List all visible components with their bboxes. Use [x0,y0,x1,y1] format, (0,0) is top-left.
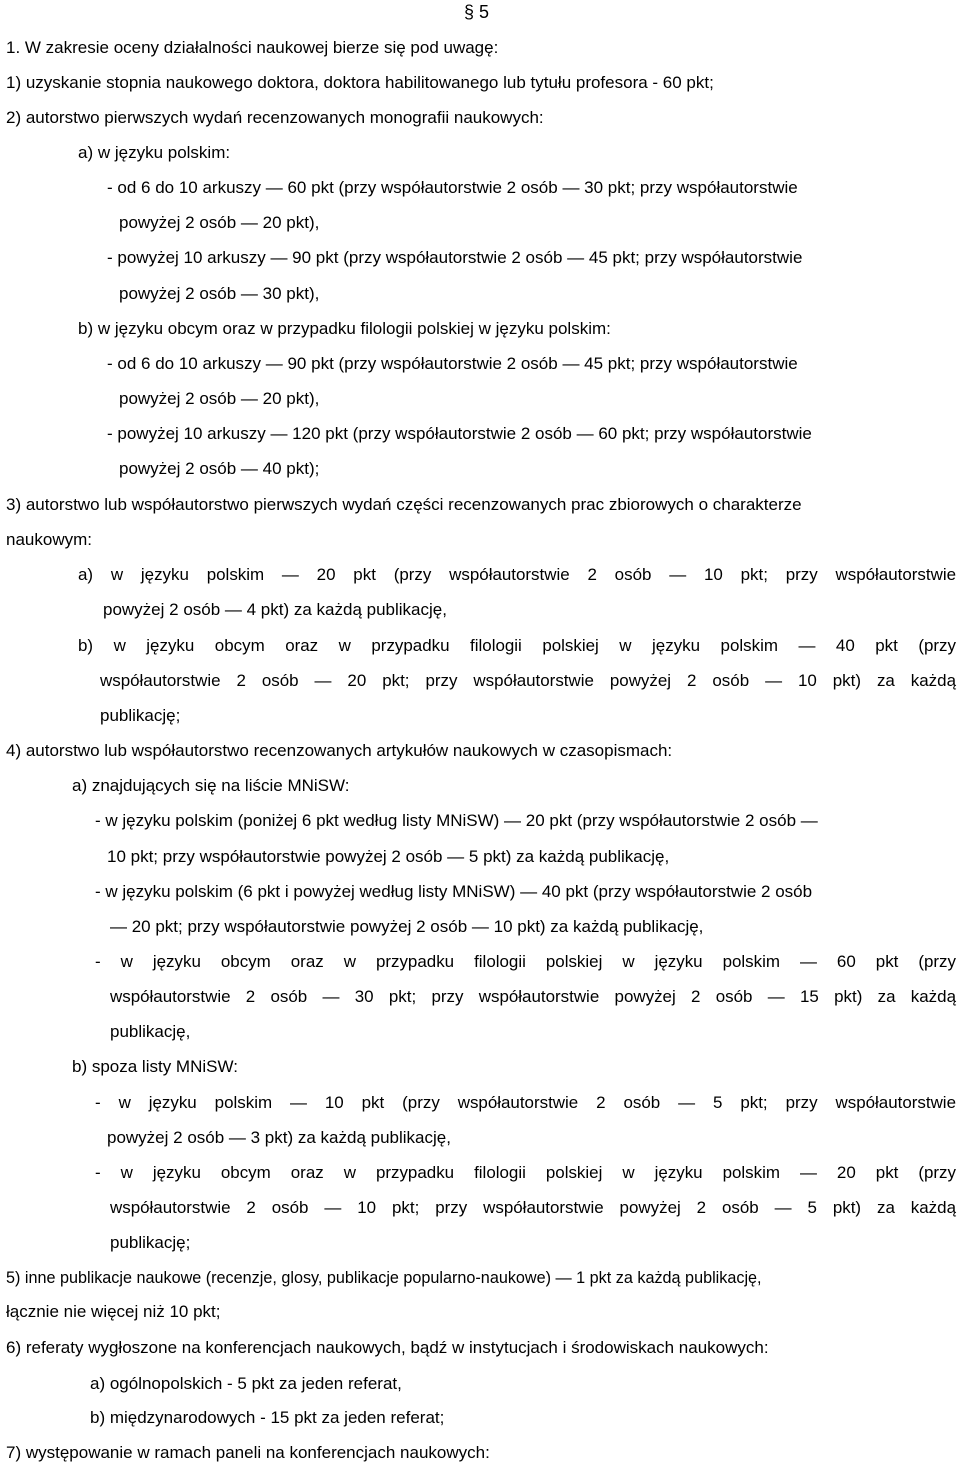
text-line: - powyżej 10 arkuszy — 120 pkt (przy współautorstwie 2 osób — 60 pkt; przy współautorstwie [107,424,812,443]
text-line: b) w języku obcym oraz w przypadku filologii polskiej w języku polskim — 40 pkt (przy [78,636,956,655]
text-line: 1) uzyskanie stopnia naukowego doktora, doktora habilitowanego lub tytułu profesora - 60 pkt; [6,73,714,92]
text-line: — 20 pkt; przy współautorstwie powyżej 2 osób — 10 pkt) za każdą publikację, [110,917,704,936]
text-line: współautorstwie 2 osób — 10 pkt; przy współautorstwie powyżej 2 osób — 5 pkt) za każdą [110,1198,956,1217]
text-line: powyżej 2 osób — 30 pkt), [119,284,320,303]
text-line: naukowym: [6,530,92,549]
text-line: współautorstwie 2 osób — 30 pkt; przy współautorstwie powyżej 2 osób — 15 pkt) za każdą [110,987,956,1006]
text-line: 2) autorstwo pierwszych wydań recenzowanych monografii naukowych: [6,108,544,127]
text-line: powyżej 2 osób — 3 pkt) za każdą publikację, [107,1128,451,1147]
text-line: - powyżej 10 arkuszy — 90 pkt (przy współautorstwie 2 osób — 45 pkt; przy współautorstwie [107,248,803,267]
text-line: - od 6 do 10 arkuszy — 90 pkt (przy współautorstwie 2 osób — 45 pkt; przy współautorstwie [107,354,798,373]
text-line: a) ogólnopolskich - 5 pkt za jeden referat, [90,1374,402,1393]
text-line: 3) autorstwo lub współautorstwo pierwszych wydań części recenzowanych prac zbiorowych o charakterze [6,495,802,514]
text-line: powyżej 2 osób — 20 pkt), [119,213,320,232]
section-heading: § 5 [464,2,490,22]
text-line: - w języku obcym oraz w przypadku filologii polskiej w języku polskim — 60 pkt (przy [95,952,956,971]
text-line: - w języku polskim (6 pkt i powyżej według listy MNiSW) — 40 pkt (przy współautorstwie 2 osób [95,882,813,901]
text-line: 1. W zakresie oceny działalności naukowej bierze się pod uwagę: [6,38,499,57]
text-line: - od 6 do 10 arkuszy — 60 pkt (przy współautorstwie 2 osób — 30 pkt; przy współautorstwie [107,178,798,197]
text-line: publikację; [110,1233,191,1252]
text-line: publikację, [110,1022,191,1041]
text-line: b) w języku obcym oraz w przypadku filologii polskiej w języku polskim: [78,319,611,338]
text-line: powyżej 2 osób — 4 pkt) za każdą publikację, [103,600,447,619]
text-line: powyżej 2 osób — 40 pkt); [119,459,320,478]
text-line: 10 pkt; przy współautorstwie powyżej 2 osób — 5 pkt) za każdą publikację, [107,847,670,866]
text-line: 4) autorstwo lub współautorstwo recenzowanych artykułów naukowych w czasopismach: [6,741,673,760]
text-line: współautorstwie 2 osób — 20 pkt; przy współautorstwie powyżej 2 osób — 10 pkt) za każdą [100,671,956,690]
text-line: powyżej 2 osób — 20 pkt), [119,389,320,408]
text-line: publikację; [100,706,181,725]
text-line: - w języku polskim (poniżej 6 pkt według listy MNiSW) — 20 pkt (przy współautorstwie 2 osób — [95,811,818,830]
text-line: b) międzynarodowych - 15 pkt za jeden referat; [90,1408,445,1427]
text-line: 7) występowanie w ramach paneli na konferencjach naukowych: [6,1443,490,1462]
text-line: - w języku polskim — 10 pkt (przy współautorstwie 2 osób — 5 pkt; przy współautorstwie [95,1093,956,1112]
text-line: a) znajdujących się na liście MNiSW: [72,776,350,795]
text-line: a) w języku polskim: [78,143,231,162]
text-line: 6) referaty wygłoszone na konferencjach naukowych, bądź w instytucjach i środowiskach naukowych: [6,1338,769,1357]
text-line: 5) inne publikacje naukowe (recenzje, glosy, publikacje popularno-naukowe) — 1 pkt za każdą publikację, [6,1269,762,1287]
text-line: a) w języku polskim — 20 pkt (przy współautorstwie 2 osób — 10 pkt; przy współautorstwie [78,565,956,584]
text-line: - w języku obcym oraz w przypadku filologii polskiej w języku polskim — 20 pkt (przy [95,1163,956,1182]
text-line: b) spoza listy MNiSW: [72,1057,238,1076]
text-line: łącznie nie więcej niż 10 pkt; [6,1302,221,1321]
